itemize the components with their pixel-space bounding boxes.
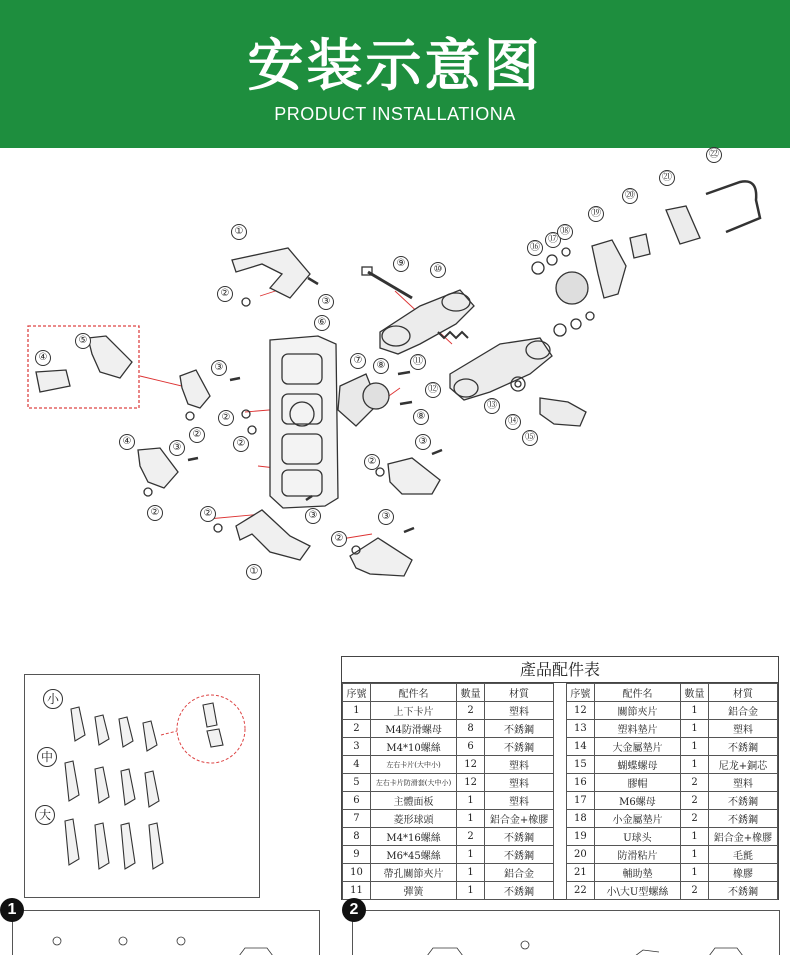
part-name: 菱形球頭 <box>370 810 456 828</box>
part-material: 不銹鋼 <box>485 882 554 900</box>
table-gap <box>554 720 567 738</box>
table-gap <box>554 882 567 900</box>
part-no: 20 <box>566 846 594 864</box>
part-qty: 1 <box>681 846 709 864</box>
callout-12: ⑫ <box>425 382 441 398</box>
part-material: 不銹鋼 <box>485 738 554 756</box>
part-material: 鋁合金 <box>709 702 778 720</box>
table-gap <box>554 792 567 810</box>
part-no: 5 <box>343 774 371 792</box>
u-bolt <box>706 181 760 232</box>
table-gap <box>554 738 567 756</box>
callout-9: ⑨ <box>393 256 409 272</box>
part-qty: 1 <box>681 756 709 774</box>
part-name: 輔助墊 <box>594 864 680 882</box>
table-row <box>343 702 778 720</box>
header-qty: 數量 <box>457 684 485 702</box>
part-qty: 1 <box>681 828 709 846</box>
part-name: 小金屬墊片 <box>594 810 680 828</box>
callout-19: ⑲ <box>588 206 604 222</box>
callout-2c: ② <box>218 410 234 426</box>
u-ball-head <box>556 272 588 304</box>
part-name: 帶孔關節夾片 <box>370 864 456 882</box>
part-material: 塑料 <box>485 702 554 720</box>
part-name: 蝴蝶螺母 <box>594 756 680 774</box>
part-name: M4防滑螺母 <box>370 720 456 738</box>
callout-2b: ② <box>189 427 205 443</box>
callout-3: ③ <box>318 294 334 310</box>
table-row <box>343 864 778 882</box>
table-row <box>343 828 778 846</box>
part-name: 大金屬墊片 <box>594 738 680 756</box>
header-no-right: 序號 <box>566 684 594 702</box>
part-no: 19 <box>566 828 594 846</box>
table-gap <box>554 828 567 846</box>
part-name: 上下卡片 <box>370 702 456 720</box>
part-qty: 2 <box>681 810 709 828</box>
part-material: 鋁合金+橡膠 <box>485 810 554 828</box>
parts-table-header-row <box>343 684 778 702</box>
part-material: 毛氈 <box>709 846 778 864</box>
parts-table <box>341 656 779 900</box>
clamp-size-panel <box>24 674 260 898</box>
callout-3c: ③ <box>169 440 185 456</box>
part-qty: 1 <box>457 810 485 828</box>
part-qty: 2 <box>457 828 485 846</box>
diagram-drawing <box>0 148 790 638</box>
arm-upper <box>380 290 474 354</box>
part-name: 主體面板 <box>370 792 456 810</box>
callout-3e: ③ <box>305 508 321 524</box>
header-material-right: 材質 <box>709 684 778 702</box>
part-qty: 2 <box>457 702 485 720</box>
part-no: 18 <box>566 810 594 828</box>
callout-5: ⑤ <box>75 333 91 349</box>
table-row <box>343 810 778 828</box>
part-no: 2 <box>343 720 371 738</box>
part-qty: 2 <box>681 882 709 900</box>
part-qty: 1 <box>457 864 485 882</box>
part-material: 塑料 <box>709 774 778 792</box>
header-qty-right: 數量 <box>681 684 709 702</box>
top-clamp <box>232 248 310 298</box>
step-2-badge: 2 <box>342 898 366 922</box>
part-no: 15 <box>566 756 594 774</box>
callout-8: ⑧ <box>373 358 389 374</box>
callout-2h: ② <box>331 531 347 547</box>
callout-14: ⑭ <box>505 414 521 430</box>
part-qty: 12 <box>457 774 485 792</box>
part-name: 小\大U型螺絲 <box>594 882 680 900</box>
table-gap <box>554 702 567 720</box>
callout-20: ⑳ <box>622 188 638 204</box>
part-qty: 1 <box>681 720 709 738</box>
callout-2e: ② <box>147 505 163 521</box>
bottom-clamp <box>236 510 310 560</box>
callout-6: ⑥ <box>314 315 330 331</box>
callout-2g: ② <box>200 506 216 522</box>
callout-13: ⑬ <box>484 398 500 414</box>
part-no: 13 <box>566 720 594 738</box>
callout-2d: ② <box>233 436 249 452</box>
part-name: 防滑粘片 <box>594 846 680 864</box>
clamp-size-drawing <box>25 675 261 899</box>
part-material: 不銹鋼 <box>485 720 554 738</box>
table-gap <box>554 846 567 864</box>
callout-8b: ⑧ <box>413 409 429 425</box>
part-name: 膠帽 <box>594 774 680 792</box>
part-material: 尼龙+銅芯 <box>709 756 778 774</box>
part-qty: 1 <box>681 702 709 720</box>
part-material: 鋁合金 <box>485 864 554 882</box>
callout-4b: ④ <box>119 434 135 450</box>
part-no: 9 <box>343 846 371 864</box>
step-2-drawing <box>353 911 781 955</box>
header-no: 序號 <box>343 684 371 702</box>
page-subtitle: PRODUCT INSTALLATIONA <box>274 104 516 124</box>
callout-2f: ② <box>364 454 380 470</box>
callout-15: ⑮ <box>522 430 538 446</box>
callout-3b: ③ <box>211 360 227 376</box>
part-name: 左右卡片(大中小) <box>370 756 456 774</box>
part-name: M4*16螺絲 <box>370 828 456 846</box>
main-panel <box>270 336 338 508</box>
callout-16: ⑯ <box>527 240 543 256</box>
part-no: 3 <box>343 738 371 756</box>
part-name: M4*10螺絲 <box>370 738 456 756</box>
part-name: 關節夾片 <box>594 702 680 720</box>
wing-nut <box>540 398 586 426</box>
callout-22: ㉒ <box>706 147 722 163</box>
part-qty: 1 <box>457 792 485 810</box>
callout-1: ① <box>231 224 247 240</box>
callout-2: ② <box>217 286 233 302</box>
page-title: 安装示意图 <box>247 34 543 99</box>
part-qty: 1 <box>681 864 709 882</box>
part-no: 17 <box>566 792 594 810</box>
part-no: 1 <box>343 702 371 720</box>
part-material: 橡膠 <box>709 864 778 882</box>
part-no: 6 <box>343 792 371 810</box>
size-large-tag: 大 <box>35 805 55 825</box>
part-material: 塑料 <box>485 774 554 792</box>
part-material: 不銹鋼 <box>709 792 778 810</box>
part-qty: 6 <box>457 738 485 756</box>
table-row <box>343 738 778 756</box>
part-no: 22 <box>566 882 594 900</box>
callout-3d: ③ <box>415 434 431 450</box>
table-gap <box>554 756 567 774</box>
part-qty: 1 <box>681 738 709 756</box>
part-no: 16 <box>566 774 594 792</box>
header-name: 配件名 <box>370 684 456 702</box>
part-material: 不銹鋼 <box>485 846 554 864</box>
callout-4: ④ <box>35 350 51 366</box>
part-name: M6*45螺絲 <box>370 846 456 864</box>
step-2-panel <box>352 910 780 955</box>
part-material: 塑料 <box>485 792 554 810</box>
part-qty: 12 <box>457 756 485 774</box>
part-material: 塑料 <box>709 720 778 738</box>
callout-18: ⑱ <box>557 224 573 240</box>
step-1-badge: 1 <box>0 898 24 922</box>
table-gap <box>554 684 567 702</box>
part-no: 7 <box>343 810 371 828</box>
part-material: 不銹鋼 <box>485 828 554 846</box>
table-gap <box>554 774 567 792</box>
callout-1b: ① <box>246 564 262 580</box>
part-no: 11 <box>343 882 371 900</box>
part-material: 不銹鋼 <box>709 810 778 828</box>
part-qty: 2 <box>681 774 709 792</box>
header-banner <box>0 0 790 148</box>
part-name: M6螺母 <box>594 792 680 810</box>
table-row <box>343 792 778 810</box>
part-name: 彈簧 <box>370 882 456 900</box>
table-row <box>343 846 778 864</box>
table-gap <box>554 810 567 828</box>
table-row <box>343 882 778 900</box>
parts-table-grid <box>342 683 778 900</box>
callout-10: ⑩ <box>430 262 446 278</box>
part-material: 塑料 <box>485 756 554 774</box>
callout-7: ⑦ <box>350 353 366 369</box>
callout-3f: ③ <box>378 509 394 525</box>
size-small-tag: 小 <box>43 689 63 709</box>
part-no: 21 <box>566 864 594 882</box>
header-name-right: 配件名 <box>594 684 680 702</box>
table-row <box>343 756 778 774</box>
part-qty: 1 <box>457 882 485 900</box>
arm-lower <box>450 338 552 400</box>
part-no: 14 <box>566 738 594 756</box>
table-row <box>343 774 778 792</box>
exploded-diagram <box>0 148 790 638</box>
table-row <box>343 720 778 738</box>
part-no: 10 <box>343 864 371 882</box>
part-name: 左右卡片防滑套(大中小) <box>370 774 456 792</box>
part-name: 塑料墊片 <box>594 720 680 738</box>
header-material: 材質 <box>485 684 554 702</box>
step-1-panel <box>12 910 320 955</box>
part-material: 不銹鋼 <box>709 738 778 756</box>
callout-11: ⑪ <box>410 354 426 370</box>
callout-21: ㉑ <box>659 170 675 186</box>
part-qty: 8 <box>457 720 485 738</box>
callout-17: ⑰ <box>545 232 561 248</box>
part-material: 不銹鋼 <box>709 882 778 900</box>
size-medium-tag: 中 <box>37 747 57 767</box>
part-no: 8 <box>343 828 371 846</box>
parts-table-title: 產品配件表 <box>342 657 778 683</box>
part-material: 鋁合金+橡膠 <box>709 828 778 846</box>
part-qty: 2 <box>681 792 709 810</box>
part-name: U球头 <box>594 828 680 846</box>
step-1-drawing <box>13 911 321 955</box>
part-no: 4 <box>343 756 371 774</box>
table-gap <box>554 864 567 882</box>
part-no: 12 <box>566 702 594 720</box>
part-qty: 1 <box>457 846 485 864</box>
